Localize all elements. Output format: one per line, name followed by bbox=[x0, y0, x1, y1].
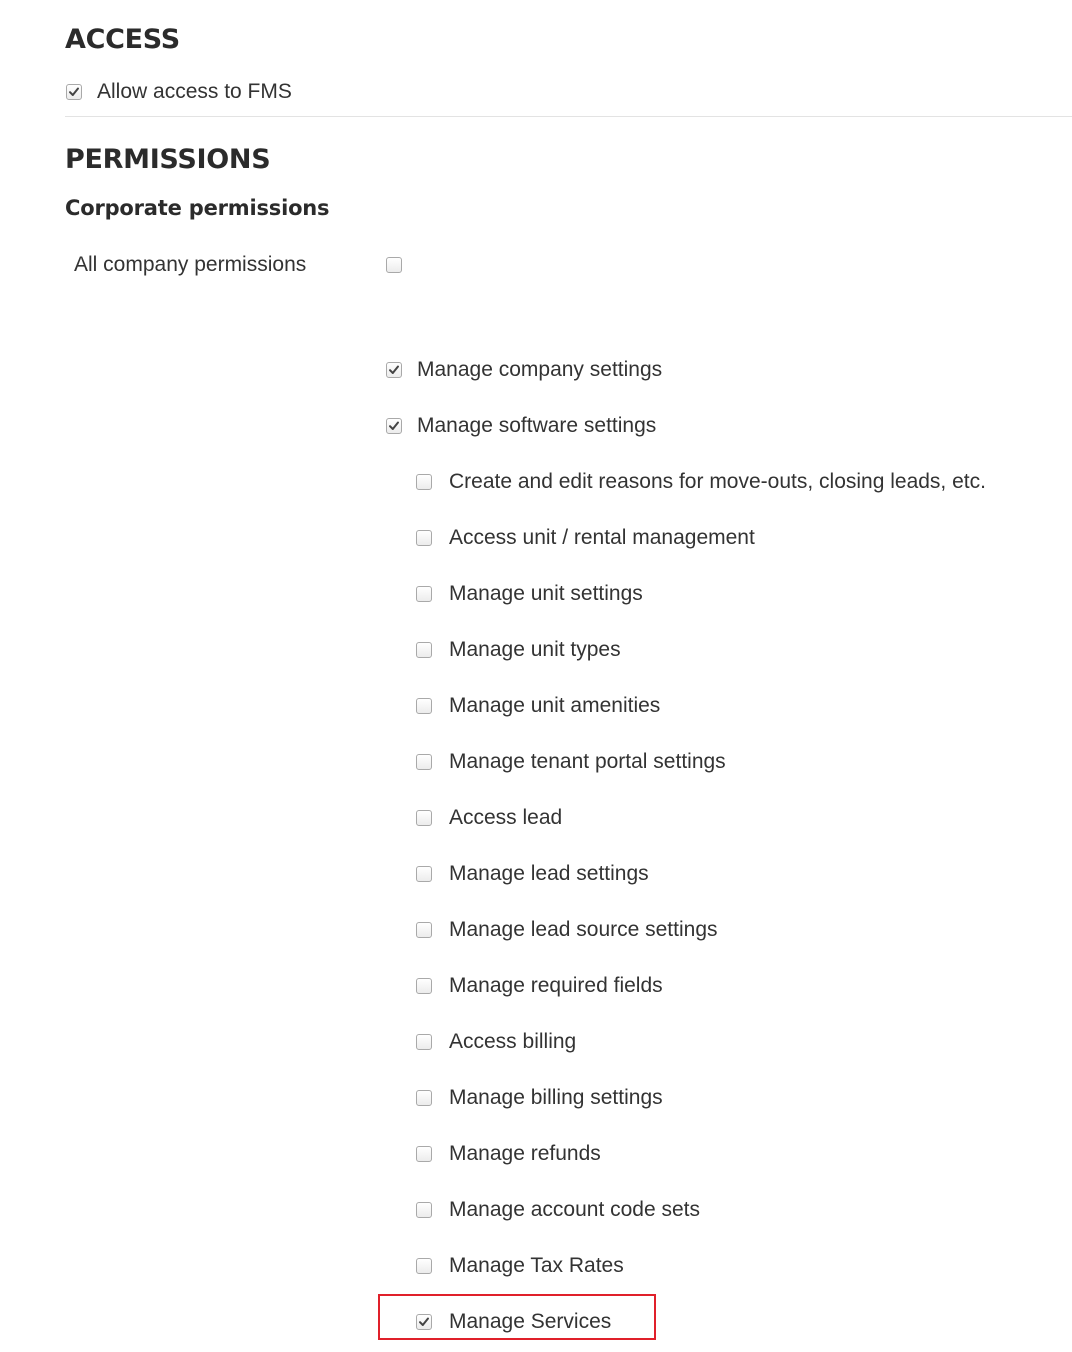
sub-permission-checkbox[interactable] bbox=[416, 474, 432, 490]
sub-permission-label: Manage Services bbox=[449, 1310, 612, 1333]
all-company-permissions-checkbox[interactable] bbox=[386, 257, 402, 273]
sub-permission-item[interactable] bbox=[416, 523, 755, 553]
sub-permission-item-manage-services[interactable] bbox=[416, 1307, 611, 1337]
sub-permission-label: Access lead bbox=[449, 806, 563, 829]
sub-permission-item[interactable] bbox=[416, 579, 643, 609]
section-divider bbox=[65, 116, 1072, 117]
sub-permission-item[interactable] bbox=[416, 1251, 624, 1281]
sub-permission-checkbox[interactable] bbox=[416, 586, 432, 602]
sub-permission-item[interactable] bbox=[416, 467, 986, 497]
all-company-permissions-label: All company permissions bbox=[74, 253, 307, 276]
sub-permission-item[interactable] bbox=[416, 1027, 576, 1057]
sub-permission-label: Manage unit settings bbox=[449, 582, 643, 605]
checkmark-icon bbox=[68, 86, 80, 98]
sub-permission-item[interactable] bbox=[416, 971, 663, 1001]
sub-permission-item[interactable] bbox=[416, 1083, 663, 1113]
sub-permission-checkbox[interactable] bbox=[416, 1258, 432, 1274]
sub-permission-label: Manage tenant portal settings bbox=[449, 750, 726, 773]
sub-permission-item[interactable] bbox=[416, 691, 660, 721]
sub-permission-item[interactable] bbox=[416, 859, 649, 889]
manage-company-settings-checkbox[interactable] bbox=[386, 362, 402, 378]
sub-permission-item[interactable] bbox=[416, 915, 718, 945]
checkmark-icon bbox=[388, 364, 400, 376]
sub-permission-item[interactable] bbox=[416, 635, 621, 665]
sub-permission-checkbox[interactable] bbox=[416, 642, 432, 658]
sub-permission-checkbox[interactable] bbox=[416, 698, 432, 714]
sub-permission-checkbox[interactable] bbox=[416, 530, 432, 546]
sub-permission-item[interactable] bbox=[416, 1139, 601, 1169]
permission-item-label: Manage company settings bbox=[417, 358, 663, 381]
manage-software-settings-checkbox[interactable] bbox=[386, 418, 402, 434]
permission-item-manage-software-settings[interactable] bbox=[386, 411, 656, 441]
sub-permission-label: Manage unit amenities bbox=[449, 694, 661, 717]
sub-permission-checkbox[interactable] bbox=[416, 754, 432, 770]
sub-permission-label: Manage unit types bbox=[449, 638, 621, 661]
sub-permission-label: Create and edit reasons for move-outs, closing leads, etc. bbox=[449, 470, 986, 493]
sub-permission-label: Manage account code sets bbox=[449, 1198, 700, 1221]
sub-permission-checkbox[interactable] bbox=[416, 810, 432, 826]
sub-permission-label: Manage lead source settings bbox=[449, 918, 718, 941]
allow-fms-checkbox[interactable] bbox=[66, 84, 82, 100]
sub-permission-checkbox[interactable] bbox=[416, 978, 432, 994]
sub-permission-item[interactable] bbox=[416, 1195, 700, 1225]
sub-permission-checkbox[interactable] bbox=[416, 866, 432, 882]
allow-fms-label: Allow access to FMS bbox=[97, 80, 292, 103]
sub-permission-item[interactable] bbox=[416, 747, 726, 777]
permissions-heading: PERMISSIONS bbox=[65, 144, 271, 175]
sub-permission-checkbox[interactable] bbox=[416, 1034, 432, 1050]
all-company-permissions-row[interactable] bbox=[386, 250, 402, 280]
sub-permission-checkbox[interactable] bbox=[416, 922, 432, 938]
sub-permission-item[interactable] bbox=[416, 803, 562, 833]
sub-permission-label: Manage Tax Rates bbox=[449, 1254, 624, 1277]
allow-fms-row[interactable] bbox=[66, 77, 292, 107]
corporate-permissions-heading: Corporate permissions bbox=[65, 196, 330, 220]
sub-permission-label: Manage lead settings bbox=[449, 862, 649, 885]
manage-services-checkbox[interactable] bbox=[416, 1314, 432, 1330]
access-heading: ACCESS bbox=[65, 24, 180, 55]
sub-permission-checkbox[interactable] bbox=[416, 1090, 432, 1106]
sub-permission-checkbox[interactable] bbox=[416, 1146, 432, 1162]
permission-item-manage-company-settings[interactable] bbox=[386, 355, 662, 385]
checkmark-icon bbox=[418, 1316, 430, 1328]
permission-item-label: Manage software settings bbox=[417, 414, 657, 437]
sub-permission-label: Manage billing settings bbox=[449, 1086, 663, 1109]
sub-permission-label: Manage refunds bbox=[449, 1142, 601, 1165]
checkmark-icon bbox=[388, 420, 400, 432]
sub-permission-label: Access unit / rental management bbox=[449, 526, 755, 549]
sub-permission-label: Access billing bbox=[449, 1030, 577, 1053]
sub-permission-checkbox[interactable] bbox=[416, 1202, 432, 1218]
sub-permission-label: Manage required fields bbox=[449, 974, 663, 997]
